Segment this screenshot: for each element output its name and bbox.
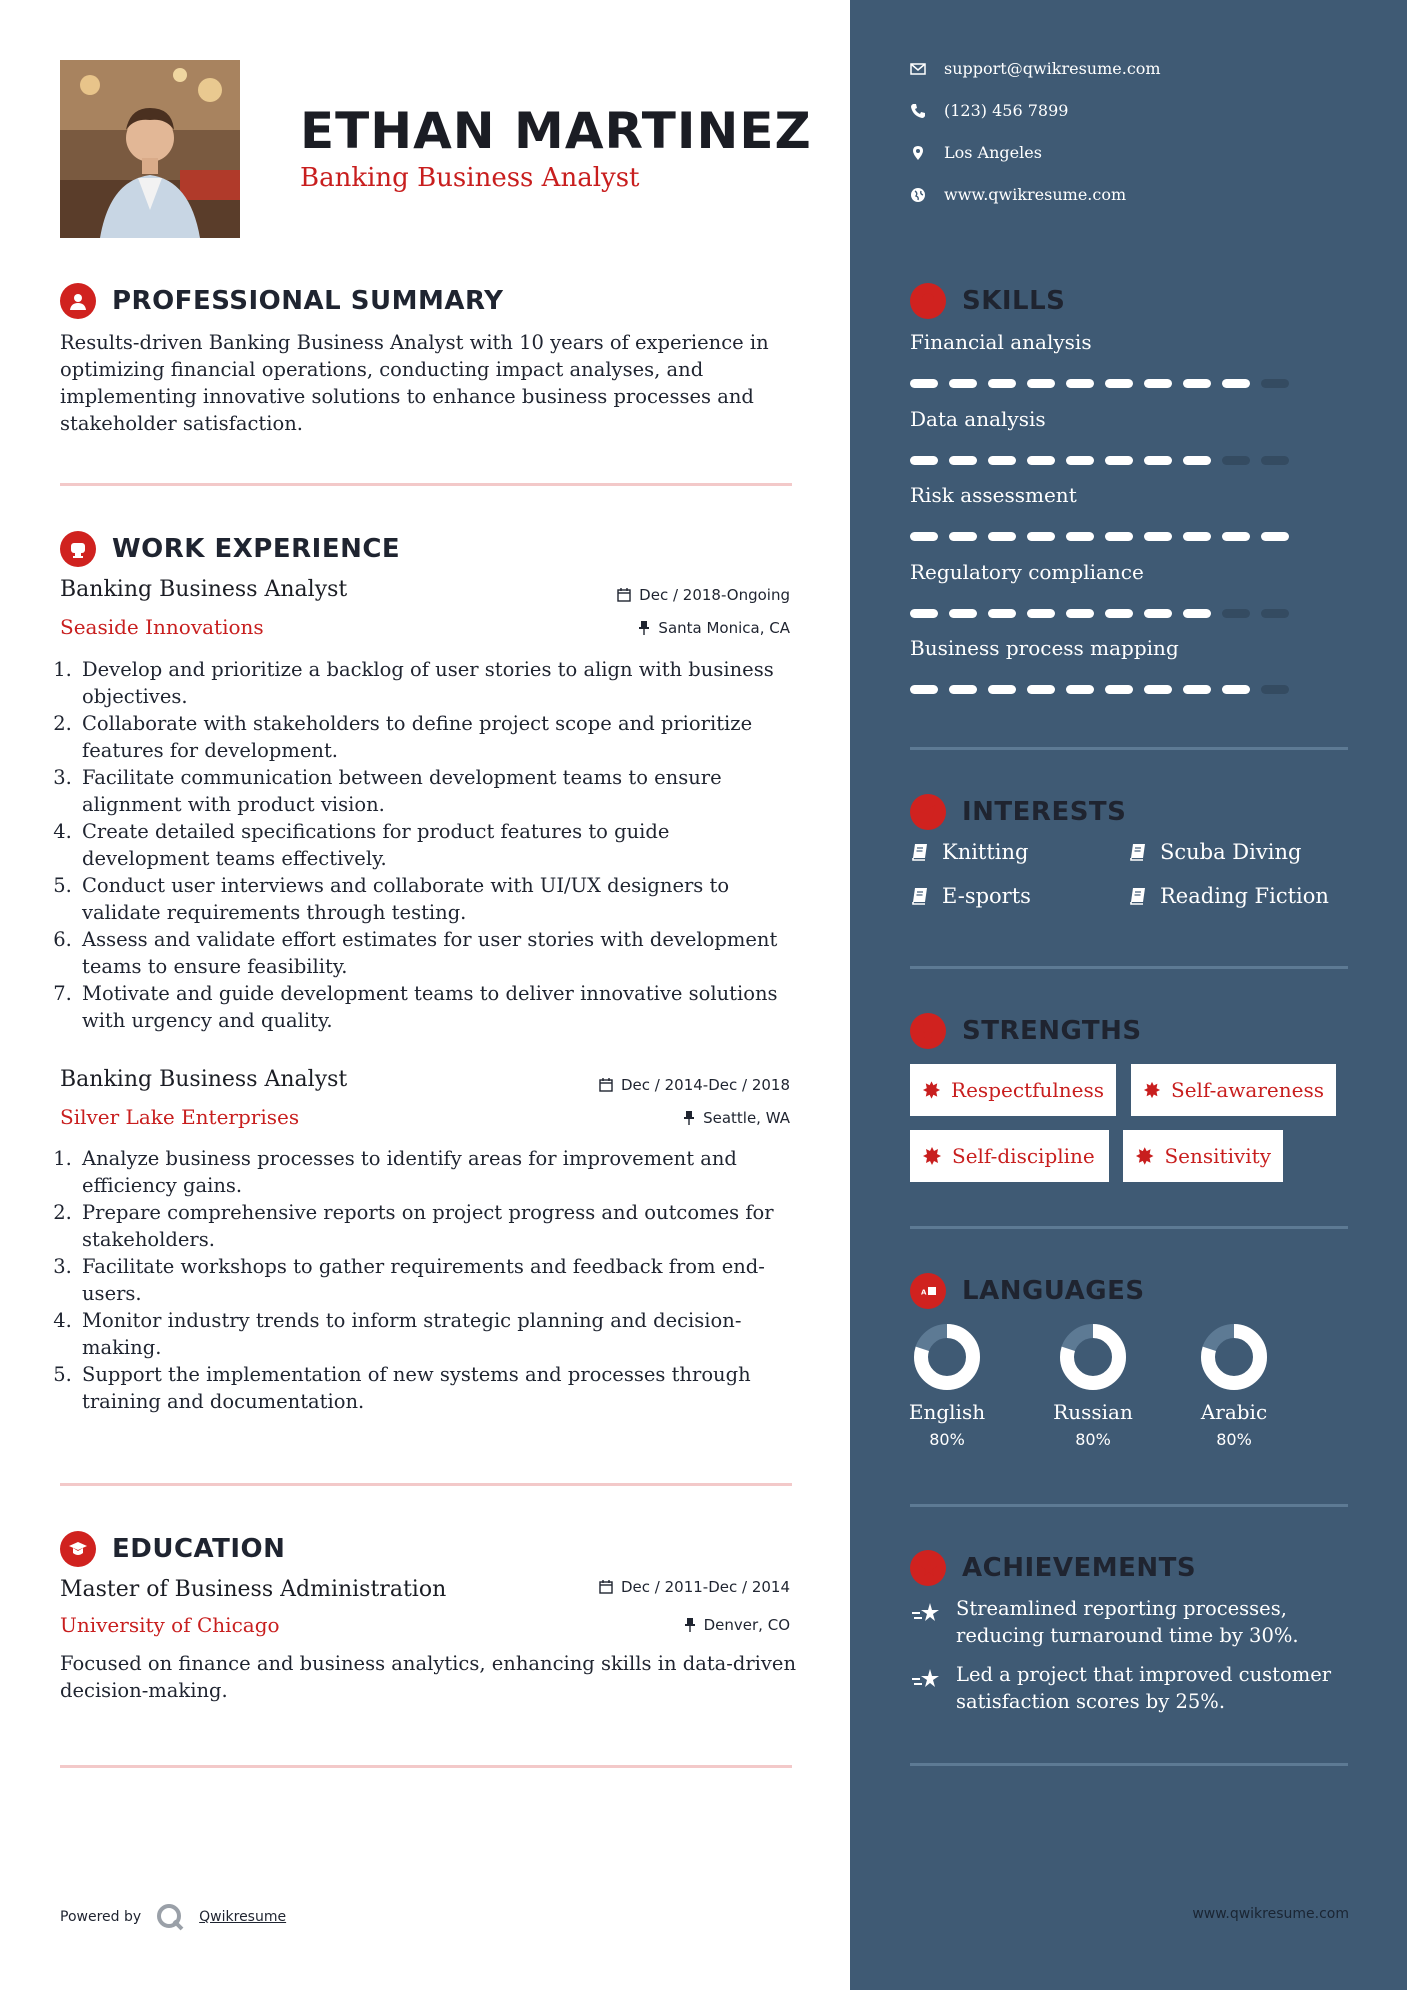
list-item: 2. Collaborate with stakeholders to define project scope and prioritize features for development. [78, 710, 800, 764]
qwikresume-logo-icon [155, 1902, 185, 1932]
skill-level-segment [1105, 685, 1133, 694]
school-name: University of Chicago [60, 1613, 280, 1637]
skill-level-segment [1261, 532, 1289, 541]
skill-name: Risk assessment [910, 483, 1077, 507]
skill-level-segment [988, 532, 1016, 541]
badge-icon [922, 1080, 941, 1100]
skill-level-segment [1261, 685, 1289, 694]
skills-heading [910, 283, 1065, 319]
skill-level-segment [949, 456, 977, 465]
skill-level-segment [1105, 379, 1133, 388]
skill-level-segment [1027, 685, 1055, 694]
skill-level-segment [1027, 456, 1055, 465]
skill-level-segment [1066, 685, 1094, 694]
skill-level-segment [1183, 379, 1211, 388]
list-item: 4. Create detailed specifications for product features to guide development teams effectively. [78, 818, 800, 872]
language-item [897, 1324, 997, 1449]
list-item: 7. Motivate and guide development teams to deliver innovative solutions with urgency and quality. [78, 980, 800, 1034]
job-title: Banking Business Analyst [60, 577, 348, 602]
skill-level-segment [1183, 685, 1211, 694]
language-icon [910, 1273, 946, 1309]
skill-level-segment [1261, 609, 1289, 618]
strength-badge: Sensitivity [1123, 1130, 1283, 1182]
list-item: 3. Facilitate workshops to gather requirements and feedback from end-users. [78, 1253, 800, 1307]
fist-icon [910, 1013, 946, 1049]
skill-level-segment [1105, 609, 1133, 618]
book-icon [1128, 842, 1148, 862]
job-company: Silver Lake Enterprises [60, 1105, 300, 1129]
list-item: 2. Prepare comprehensive reports on project progress and outcomes for stakeholders. [78, 1199, 800, 1253]
phone-icon [910, 103, 926, 119]
list-item: 5. Support the implementation of new systems and processes through training and documentation. [78, 1361, 800, 1415]
achievements-title: ACHIEVEMENTS [962, 1553, 1197, 1583]
strengths-heading [910, 1013, 1142, 1049]
education-location: Denver, CO [684, 1616, 790, 1634]
skill-level-segment [1144, 532, 1172, 541]
briefcase-icon [60, 531, 96, 567]
list-item: 6. Assess and validate effort estimates for user stories with development teams to ensure feasibility. [78, 926, 800, 980]
skill-level-segment [1261, 456, 1289, 465]
language-percent: 80% [929, 1430, 965, 1449]
skill-level-segment [1183, 609, 1211, 618]
candidate-name: ETHAN MARTINEZ [300, 102, 812, 160]
skill-level-segment [988, 456, 1016, 465]
qwikresume-link[interactable]: Qwikresume [199, 1909, 287, 1925]
skill-level-segment [910, 685, 938, 694]
paper-plane-icon [910, 794, 946, 830]
book-icon [1128, 886, 1148, 906]
skill-level-segment [949, 532, 977, 541]
pin-icon [638, 621, 650, 635]
calendar-icon [599, 1580, 613, 1594]
book-icon [910, 842, 930, 862]
contact-phone[interactable]: (123) 456 7899 [910, 101, 1068, 120]
candidate-role: Banking Business Analyst [300, 163, 640, 193]
skill-level-segment [1222, 456, 1250, 465]
book-icon [910, 886, 930, 906]
skill-name: Business process mapping [910, 636, 1179, 660]
achievement-item: Led a project that improved customer satisfaction scores by 25%. [910, 1661, 1350, 1715]
skill-name: Regulatory compliance [910, 559, 1144, 584]
skill-level-segment [1066, 379, 1094, 388]
section-divider [910, 966, 1348, 969]
profile-photo [60, 60, 240, 238]
skill-level-segment [1027, 379, 1055, 388]
skill-level-segment [1183, 456, 1211, 465]
badge-icon [1135, 1146, 1154, 1166]
powered-by [60, 1902, 286, 1932]
job-location: Santa Monica, CA [638, 619, 790, 637]
section-divider [60, 1765, 792, 1768]
skill-name: Data analysis [910, 406, 1046, 431]
skill-level-segment [1261, 379, 1289, 388]
skill-level-segment [1066, 456, 1094, 465]
interest-item: Reading Fiction [1128, 884, 1329, 908]
job-dates: Dec / 2018-Ongoing [617, 586, 790, 604]
skill-level-segment [949, 609, 977, 618]
skill-level-segment [949, 379, 977, 388]
shooting-star-icon [910, 1601, 942, 1627]
skill-level-segment [949, 685, 977, 694]
skill-level-segment [988, 379, 1016, 388]
language-item [1043, 1324, 1143, 1449]
skill-level-segment [1027, 532, 1055, 541]
badge-icon [1143, 1080, 1161, 1100]
language-level-ring [1060, 1324, 1126, 1390]
language-percent: 80% [1075, 1430, 1111, 1449]
section-divider [60, 1483, 792, 1486]
powered-by-label: Powered by [60, 1909, 142, 1925]
skill-level-segment [1105, 532, 1133, 541]
skill-level-segment [1027, 609, 1055, 618]
summary-text: Results-driven Banking Business Analyst with 10 years of experience in optimizing financial operations, conducting impact analyses, and implementing innovative solutions to enhance business processes and stakeholder satisfaction. [60, 331, 769, 435]
skill-level-bar [910, 379, 1289, 388]
job-title: Banking Business Analyst [60, 1067, 348, 1092]
strength-badge: Self-discipline [910, 1130, 1109, 1182]
job-duties [60, 1145, 800, 1415]
section-divider [910, 1504, 1348, 1507]
globe-icon [910, 187, 926, 203]
education-dates: Dec / 2011-Dec / 2014 [599, 1578, 790, 1596]
skill-level-segment [988, 685, 1016, 694]
section-divider [910, 1226, 1348, 1229]
calendar-icon [599, 1078, 613, 1092]
interest-item: Knitting [910, 840, 1029, 864]
skill-level-segment [988, 609, 1016, 618]
skill-level-segment [910, 609, 938, 618]
calendar-icon [617, 588, 631, 602]
strength-badge: Self-awareness [1131, 1064, 1336, 1116]
language-name: Russian [1053, 1400, 1133, 1424]
job-dates: Dec / 2014-Dec / 2018 [599, 1076, 790, 1094]
lightbulb-icon [910, 283, 946, 319]
skill-level-segment [1222, 685, 1250, 694]
skill-level-segment [1222, 379, 1250, 388]
section-divider [60, 483, 792, 486]
contact-email[interactable]: support@qwikresume.com [910, 59, 1161, 78]
languages-title: LANGUAGES [962, 1276, 1145, 1306]
skill-level-segment [910, 456, 938, 465]
skill-level-segment [1222, 609, 1250, 618]
job-duties [60, 656, 800, 1034]
interests-title: INTERESTS [962, 797, 1127, 827]
svg-text:A: A [921, 1288, 927, 1297]
job-location: Seattle, WA [683, 1109, 790, 1127]
list-item: 3. Facilitate communication between development teams to ensure alignment with product vision. [78, 764, 800, 818]
shooting-star-icon [910, 1667, 942, 1693]
pin-icon [684, 1618, 696, 1632]
interests-heading [910, 794, 1126, 830]
list-item: 5. Conduct user interviews and collaborate with UI/UX designers to validate requirements through testing. [78, 872, 800, 926]
skill-level-segment [1066, 532, 1094, 541]
list-item: 4. Monitor industry trends to inform strategic planning and decision-making. [78, 1307, 800, 1361]
skill-level-segment [1144, 456, 1172, 465]
strength-badge: Respectfulness [910, 1064, 1116, 1116]
work-title: WORK EXPERIENCE [112, 534, 401, 564]
skill-level-segment [910, 532, 938, 541]
skill-level-segment [1144, 379, 1172, 388]
skill-level-segment [1105, 456, 1133, 465]
skill-level-segment [1144, 609, 1172, 618]
footer-website[interactable]: www.qwikresume.com [1192, 1906, 1349, 1922]
language-name: Arabic [1200, 1400, 1268, 1424]
list-item: 1. Develop and prioritize a backlog of user stories to align with business objectives. [78, 656, 800, 710]
star-icon [910, 1550, 946, 1586]
list-item: 1. Analyze business processes to identify areas for improvement and efficiency gains. [78, 1145, 800, 1199]
achievement-item: Streamlined reporting processes, reducing turnaround time by 30%. [910, 1595, 1350, 1649]
work-heading [60, 531, 400, 567]
user-icon [60, 283, 96, 319]
strengths-title: STRENGTHS [962, 1016, 1142, 1046]
language-name: English [908, 1400, 986, 1424]
skill-level-segment [1144, 685, 1172, 694]
language-percent: 80% [1216, 1430, 1252, 1449]
skill-level-bar [910, 685, 1289, 694]
envelope-icon [910, 61, 926, 77]
badge-icon [922, 1146, 942, 1166]
skills-title: SKILLS [962, 286, 1066, 316]
contact-website[interactable]: www.qwikresume.com [910, 185, 1126, 204]
skill-level-segment [1183, 532, 1211, 541]
skill-name: Financial analysis [910, 330, 1092, 354]
achievements-heading [910, 1550, 1196, 1586]
skill-level-segment [910, 379, 938, 388]
pin-icon [683, 1111, 695, 1125]
map-marker-icon [910, 145, 926, 161]
education-heading [60, 1531, 285, 1567]
skill-level-bar [910, 532, 1289, 541]
section-divider [910, 1763, 1348, 1766]
language-level-ring [914, 1324, 980, 1390]
section-divider [910, 747, 1348, 750]
summary-heading [60, 283, 503, 319]
summary-title: PROFESSIONAL SUMMARY [112, 286, 504, 316]
contact-location: Los Angeles [910, 143, 1042, 162]
education-title: EDUCATION [112, 1534, 286, 1564]
education-text: Focused on finance and business analytics, enhancing skills in data-driven decision-making. [60, 1652, 797, 1702]
degree-title: Master of Business Administration [60, 1577, 447, 1602]
skill-level-segment [1066, 609, 1094, 618]
skill-level-bar [910, 456, 1289, 465]
skill-level-bar [910, 609, 1289, 618]
language-item [1184, 1324, 1284, 1449]
interest-item: Scuba Diving [1128, 840, 1301, 864]
job-company: Seaside Innovations [60, 615, 264, 639]
skill-level-segment [1222, 532, 1250, 541]
languages-heading [910, 1273, 1145, 1309]
interest-item: E-sports [910, 884, 1031, 908]
graduation-cap-icon [60, 1531, 96, 1567]
language-level-ring [1201, 1324, 1267, 1390]
